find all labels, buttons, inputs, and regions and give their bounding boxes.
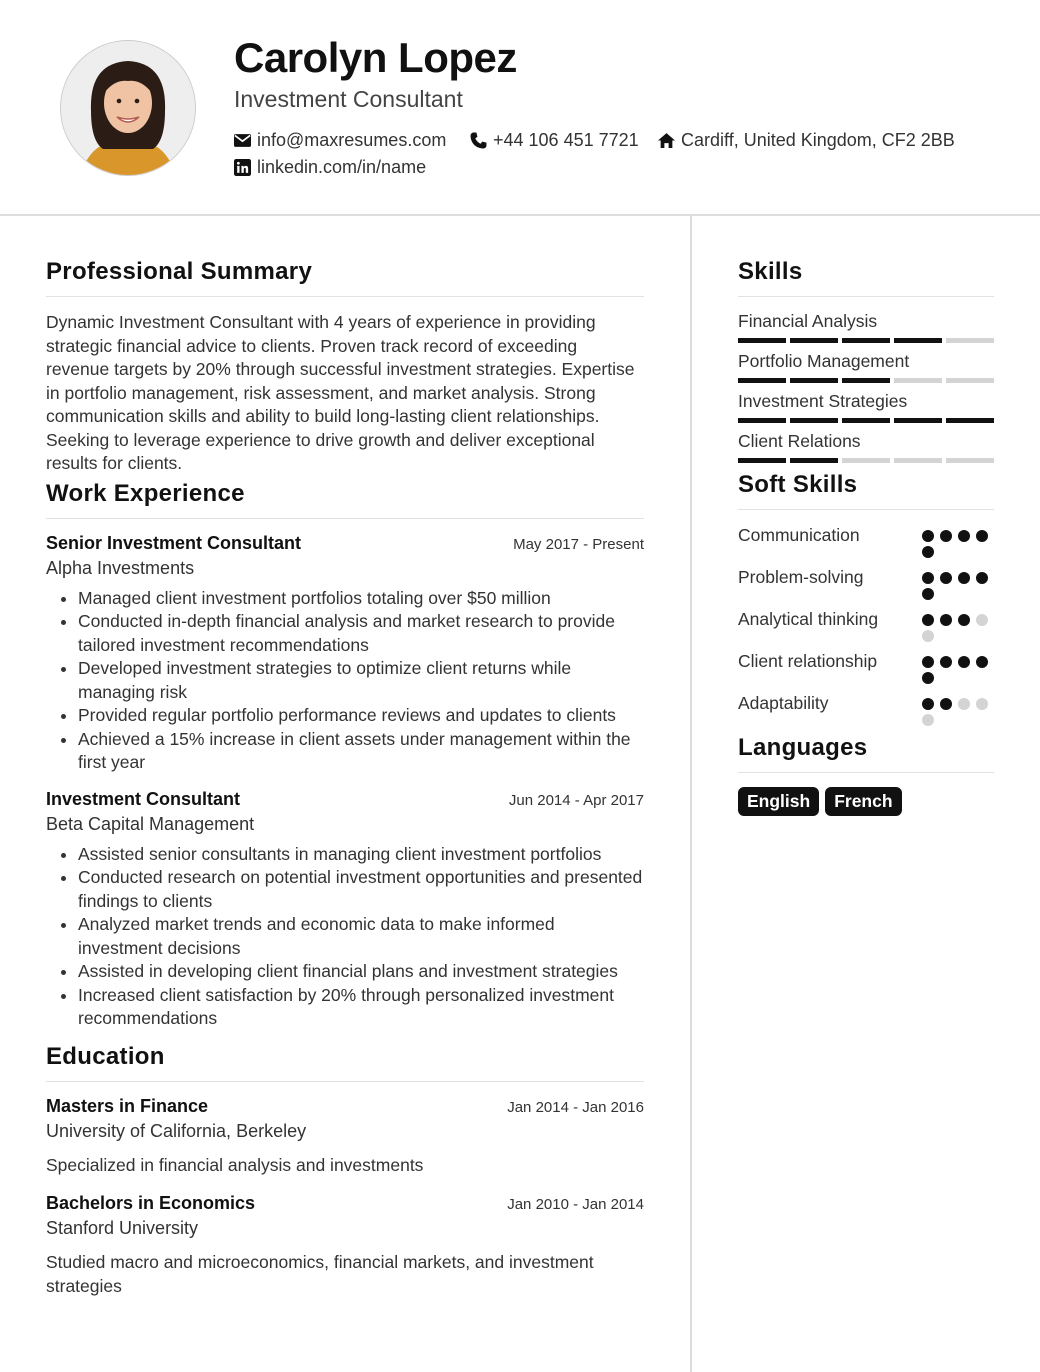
education-date: Jan 2010 - Jan 2014: [507, 1196, 644, 1213]
job-entry: [46, 533, 644, 775]
experience-heading: Work Experience: [46, 480, 644, 519]
soft-skill-dot: [976, 530, 988, 542]
candidate-title: Investment Consultant: [234, 86, 463, 112]
job-bullets: [46, 843, 644, 1031]
job-bullet: • Developed investment strategies to optimize client returns while managing risk: [78, 657, 644, 704]
skill-level-segment: [790, 338, 838, 343]
soft-skill-dot: [922, 572, 934, 584]
linkedin-contact[interactable]: [234, 157, 426, 178]
education-entry: [46, 1096, 644, 1178]
soft-skill-dot: [922, 546, 934, 558]
profile-photo: [60, 40, 196, 176]
job-header: [46, 789, 644, 810]
soft-skill-dots: [922, 608, 994, 642]
soft-skill-dot: [976, 698, 988, 710]
phone-text: +44 106 451 7721: [493, 130, 639, 150]
soft-skill-dot: [958, 656, 970, 668]
language-list: [738, 787, 994, 816]
skill-list: [738, 311, 994, 463]
job-bullet: • Conducted research on potential investment opportunities and presented findings to clients: [78, 866, 644, 913]
soft-skill-dot: [958, 572, 970, 584]
phone-contact[interactable]: [470, 130, 639, 151]
skill-name: Financial Analysis: [738, 311, 878, 331]
job-header: [46, 533, 644, 554]
soft-skill-dot: [922, 656, 934, 668]
job-bullet: • Assisted senior consultants in managing client investment portfolios: [78, 843, 644, 867]
skill-level-segment: [894, 418, 942, 423]
job-bullet: • Assisted in developing client financial plans and investment strategies: [78, 960, 644, 984]
school: University of California, Berkeley: [46, 1120, 307, 1141]
soft-skill-name: Communication: [738, 525, 860, 545]
soft-skill-name: Adaptability: [738, 693, 829, 713]
skill-name: Client Relations: [738, 431, 861, 451]
job-title: Senior Investment Consultant: [46, 532, 302, 553]
soft-skill-item: [738, 692, 994, 726]
education-entry: [46, 1193, 644, 1298]
job-bullet: • Managed client investment portfolios totaling over $50 million: [78, 587, 644, 611]
soft-skill-dots: [922, 650, 994, 684]
soft-skill-dot: [922, 714, 934, 726]
skill-level-segment: [842, 338, 890, 343]
soft-skill-dots: [922, 566, 994, 600]
linkedin-icon: [234, 159, 251, 176]
soft-skill-dot: [922, 614, 934, 626]
soft-skill-dot: [958, 698, 970, 710]
job-list: [46, 533, 644, 1031]
job-company: Alpha Investments: [46, 557, 195, 578]
soft-skill-dot: [922, 698, 934, 710]
soft-skill-list: [738, 524, 994, 726]
job-company: Beta Capital Management: [46, 813, 255, 834]
skill-level-bar: [738, 378, 994, 383]
soft-skill-dot: [976, 656, 988, 668]
job-bullet: • Analyzed market trends and economic data to make informed investment decisions: [78, 913, 644, 960]
job-bullet: • Increased client satisfaction by 20% through personalized investment recommendations: [78, 984, 644, 1031]
education-heading: Education: [46, 1043, 644, 1082]
education-header: [46, 1193, 644, 1214]
degree: Bachelors in Economics: [46, 1193, 256, 1213]
skill-level-segment: [894, 378, 942, 383]
job-date: May 2017 - Present: [513, 535, 644, 553]
school: Stanford University: [46, 1218, 199, 1238]
education-list: [46, 1096, 644, 1299]
job-bullet: • Achieved a 15% increase in client assets under management within the first year: [78, 728, 644, 775]
skill-level-segment: [790, 418, 838, 423]
summary-heading: Professional Summary: [46, 258, 644, 297]
education-description: Studied macro and microeconomics, financial markets, and investment strategies: [46, 1252, 594, 1296]
skill-level-segment: [738, 458, 786, 463]
language-badge: French: [825, 787, 901, 816]
skill-level-segment: [842, 418, 890, 423]
soft-skill-item: [738, 608, 994, 642]
soft-skill-dot: [922, 530, 934, 542]
skill-level-segment: [790, 378, 838, 383]
main-column: [46, 258, 644, 1314]
skill-item: [738, 351, 994, 383]
skill-level-segment: [946, 338, 994, 343]
skill-level-segment: [946, 418, 994, 423]
soft-skill-dots: [922, 692, 994, 726]
skill-level-segment: [842, 458, 890, 463]
degree: Masters in Finance: [46, 1095, 209, 1116]
side-column: [738, 258, 994, 816]
soft-skill-dot: [922, 672, 934, 684]
column-divider: [690, 216, 692, 1372]
address-text: Cardiff, United Kingdom, CF2 2BB: [681, 130, 955, 150]
soft-skills-heading: Soft Skills: [738, 471, 994, 510]
education-header: [46, 1096, 644, 1117]
skill-level-segment: [946, 458, 994, 463]
resume-header: [0, 0, 1040, 216]
education-date: Jan 2014 - Jan 2016: [507, 1098, 644, 1116]
soft-skill-dot: [940, 698, 952, 710]
candidate-name: Carolyn Lopez: [234, 34, 517, 81]
home-icon: [658, 132, 675, 149]
summary-text: Dynamic Investment Consultant with 4 years of experience in providing strategic financial advice to clients. Proven track record of exceeding revenue targets by 20% through successful investment strategies. Expertise in portfolio management, risk assessment, and market analysis. Strong communication skills and ability to build long-lasting client relationships. Seeking to leverage experience to drive growth and deliver exceptional results for clients.: [46, 312, 635, 473]
job-bullet: • Conducted in-depth financial analysis and market research to provide tailored investment recommendations: [78, 610, 644, 657]
skill-item: [738, 311, 994, 343]
soft-skill-dot: [940, 530, 952, 542]
soft-skill-dots: [922, 524, 994, 558]
skill-level-segment: [790, 458, 838, 463]
soft-skill-item: [738, 566, 994, 600]
skill-name: Investment Strategies: [738, 391, 908, 411]
linkedin-text: linkedin.com/in/name: [257, 157, 427, 177]
soft-skill-name: Problem-solving: [738, 567, 864, 587]
skill-level-segment: [842, 378, 890, 383]
job-entry: [46, 789, 644, 1031]
soft-skill-name: Analytical thinking: [738, 609, 879, 629]
address-contact: [658, 130, 955, 151]
envelope-icon: [234, 132, 251, 149]
soft-skill-dot: [958, 530, 970, 542]
soft-skill-dot: [940, 656, 952, 668]
job-date: Jun 2014 - Apr 2017: [508, 791, 644, 809]
skill-level-segment: [738, 338, 786, 343]
skill-level-segment: [738, 418, 786, 423]
email-contact[interactable]: [234, 130, 446, 151]
skill-name: Portfolio Management: [738, 351, 910, 371]
languages-heading: Languages: [738, 734, 994, 773]
job-title: Investment Consultant: [46, 788, 241, 809]
soft-skill-dot: [940, 614, 952, 626]
email-text: info@maxresumes.com: [257, 130, 447, 150]
skill-level-segment: [894, 458, 942, 463]
phone-icon: [470, 132, 487, 149]
skill-level-bar: [738, 418, 994, 423]
soft-skill-dot: [976, 614, 988, 626]
soft-skill-dot: [958, 614, 970, 626]
skill-level-segment: [738, 378, 786, 383]
skill-level-bar: [738, 458, 994, 463]
skill-level-segment: [894, 338, 942, 343]
soft-skill-item: [738, 650, 994, 684]
soft-skill-dot: [976, 572, 988, 584]
soft-skill-item: [738, 524, 994, 558]
skill-level-segment: [946, 378, 994, 383]
job-bullets: [46, 587, 644, 775]
skill-item: [738, 431, 994, 463]
education-description: Specialized in financial analysis and investments: [46, 1154, 424, 1175]
soft-skill-name: Client relationship: [738, 651, 878, 671]
skill-item: [738, 391, 994, 423]
skill-level-bar: [738, 338, 994, 343]
soft-skill-dot: [940, 572, 952, 584]
soft-skill-dot: [922, 630, 934, 642]
language-badge: English: [738, 787, 819, 816]
job-bullet: • Provided regular portfolio performance reviews and updates to clients: [78, 704, 644, 728]
soft-skill-dot: [922, 588, 934, 600]
skills-heading: Skills: [738, 258, 994, 297]
